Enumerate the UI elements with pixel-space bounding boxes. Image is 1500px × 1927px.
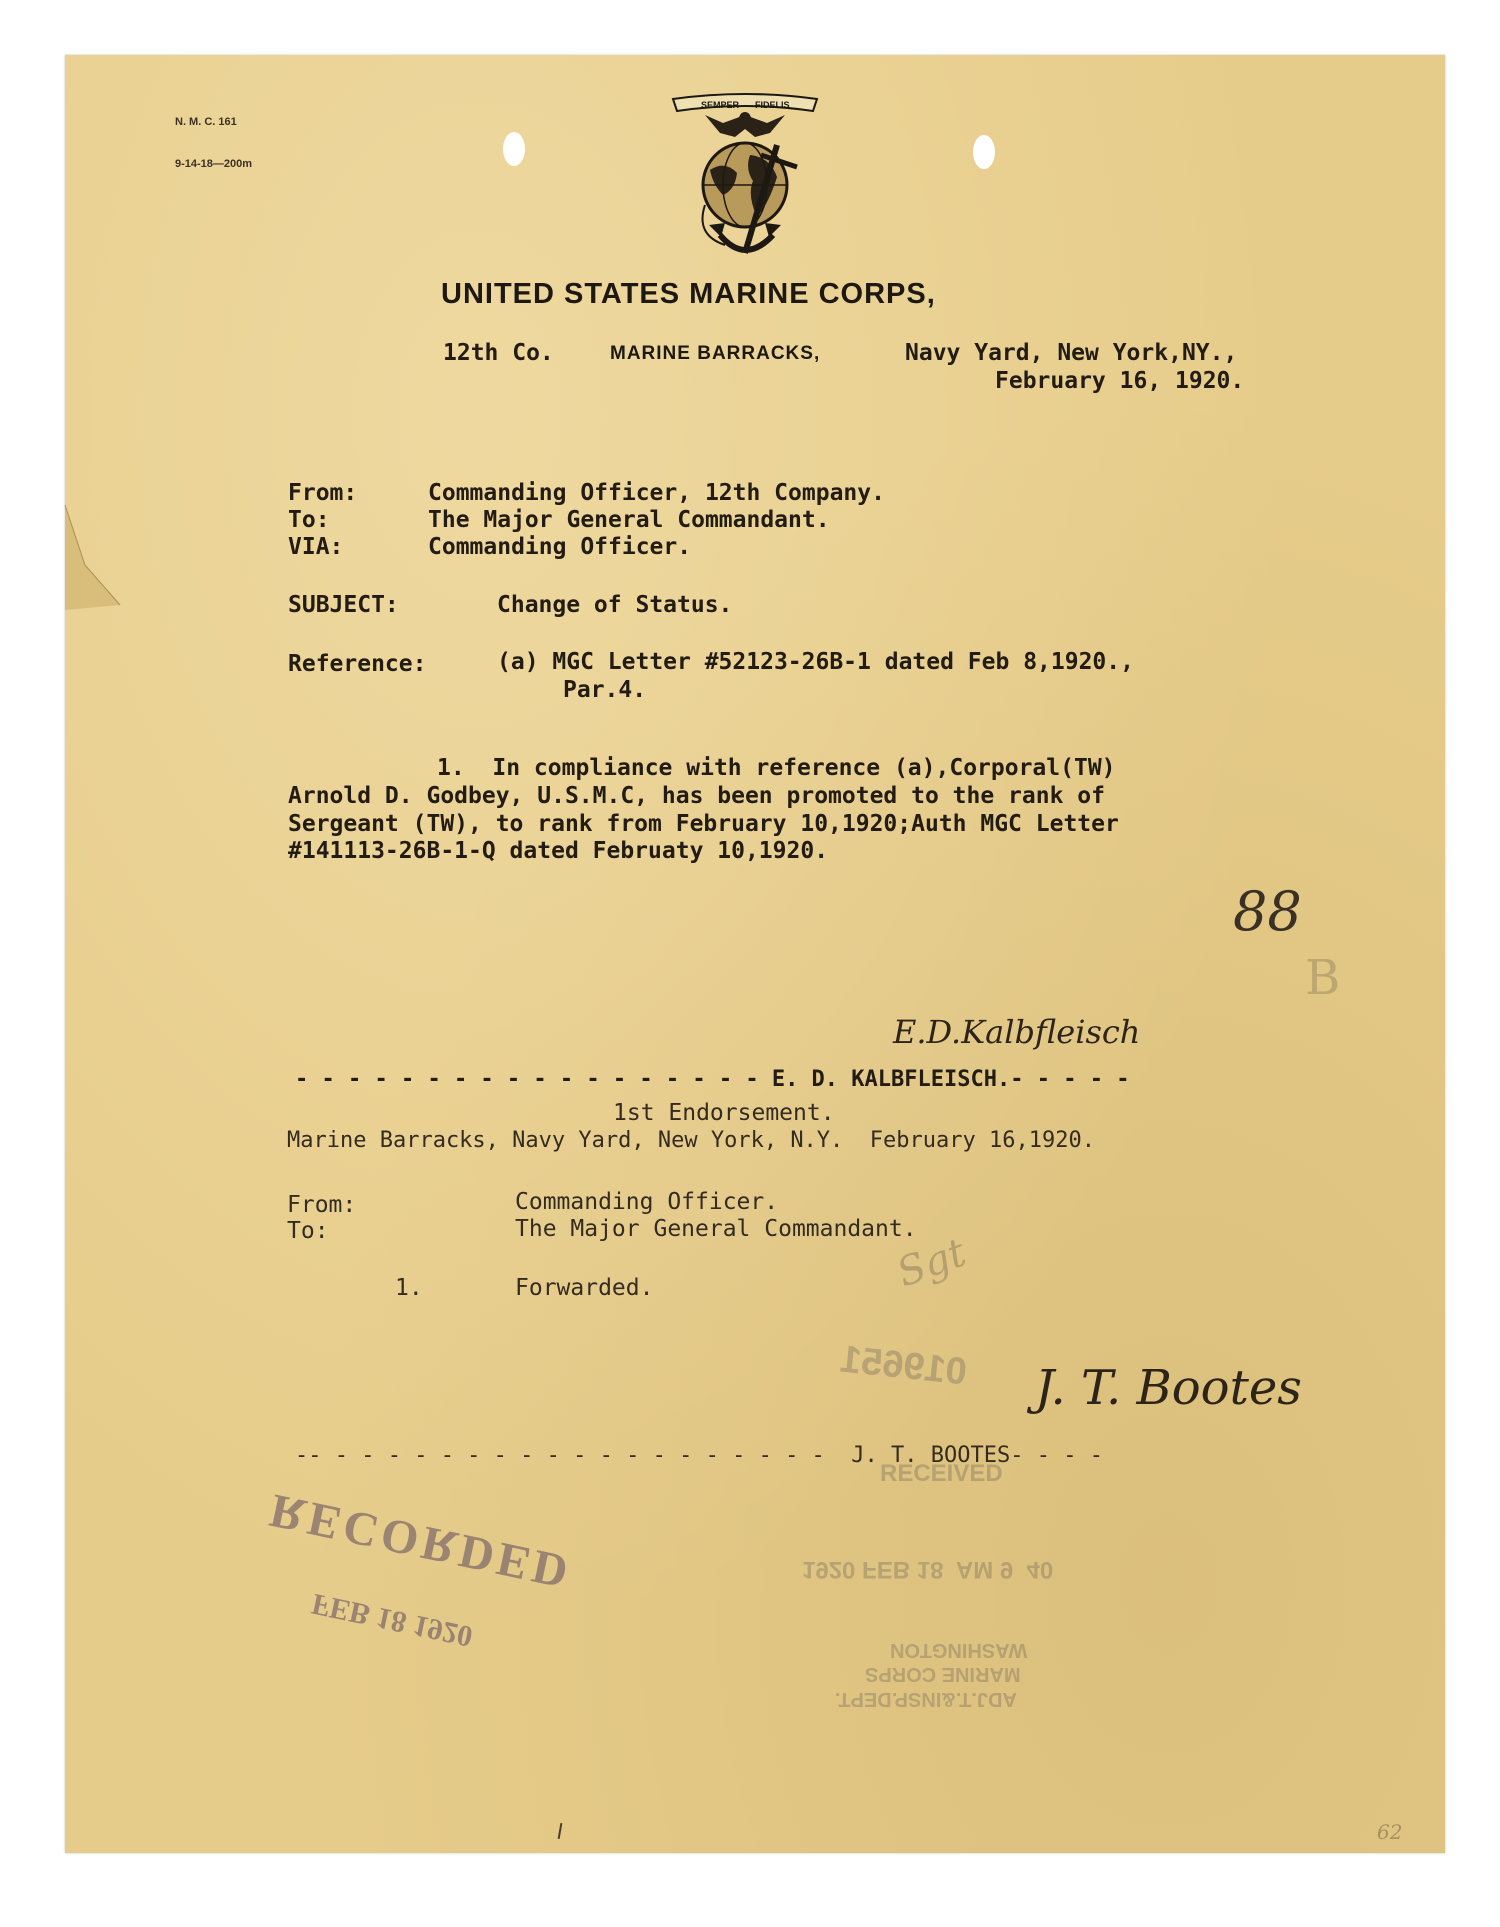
faint-pencil-notation: Sgt — [891, 1229, 972, 1297]
endorsement-place-line: Marine Barracks, Navy Yard, New York, N.Y. February 16,1920. — [287, 1128, 1095, 1153]
to-label: To: — [288, 507, 330, 533]
reference-line-2: Par.4. — [563, 677, 647, 703]
document-page — [65, 55, 1445, 1853]
received-stamp-office-2: MARINE CORPS — [865, 1663, 1021, 1685]
from-value: Commanding Officer, 12th Company. — [428, 480, 885, 506]
company-designation: 12th Co. — [443, 340, 554, 366]
recorded-stamp-word: RECORDED — [265, 1483, 577, 1600]
subject-label: SUBJECT: — [288, 592, 399, 618]
recorded-stamp-date: FEB 18 1920 — [308, 1586, 476, 1654]
kalbfleisch-signature-line: - - - - - - - - - - - - - - - - - - E. D. KALBFLEISCH.- - - - - — [295, 1067, 1130, 1092]
eagle-globe-anchor-emblem — [665, 85, 825, 260]
motto-semper: SEMPER — [701, 100, 740, 110]
pencil-margin-mark: 88 — [1233, 880, 1302, 943]
form-code-line-2: 9-14-18—200m — [175, 158, 253, 170]
via-label: VIA: — [288, 534, 344, 560]
body-line-2: Arnold D. Godbey, U.S.M.C, has been promoted to the rank of — [288, 783, 1105, 809]
form-code-line-1: N. M. C. 161 — [175, 116, 237, 128]
endorsement-title: 1st Endorsement. — [613, 1100, 835, 1126]
letter-date: February 16, 1920. — [995, 368, 1245, 394]
ink-tick-mark — [558, 1823, 563, 1839]
punch-hole-right — [973, 135, 995, 169]
motto-fidelis: FIDELIS — [755, 100, 790, 110]
kalbfleisch-signature: E.D.Kalbfleisch — [893, 1013, 1141, 1051]
received-stamp-office-3: ADJ.T.&INSP.DEPT. — [835, 1688, 1017, 1710]
to-value: The Major General Commandant. — [428, 507, 830, 533]
received-stamp-date: 1920 FEB 18 AM 9 40 — [802, 1556, 1054, 1583]
body-line-4: #141113-26B-1-Q dated Februaty 10,1920. — [288, 838, 829, 864]
reference-line-1: (a) MGC Letter #52123-26B-1 dated Feb 8,1920., — [497, 649, 1134, 675]
recorded-stamp — [242, 1445, 584, 1707]
endorsement-to-value: The Major General Commandant. — [515, 1216, 917, 1242]
endorsement-to-label: To: — [287, 1218, 329, 1244]
letter-location: Navy Yard, New York,NY., — [905, 340, 1238, 366]
torn-edge — [65, 505, 125, 615]
form-code — [175, 87, 252, 199]
body-line-3: Sergeant (TW), to rank from February 10,1920;Auth MGC Letter — [288, 811, 1119, 837]
reference-label: Reference: — [288, 651, 427, 677]
file-number-stamp: 019651 — [838, 1338, 969, 1394]
received-stamp: RECEIVED — [880, 1460, 1003, 1487]
endorsement-item-text: Forwarded. — [515, 1275, 654, 1301]
received-stamp-office-1: WASHINGTON — [890, 1639, 1028, 1661]
endorsement-item-number: 1. — [395, 1275, 423, 1301]
endorsement-from-value: Commanding Officer. — [515, 1189, 779, 1215]
corner-pencil-mark: 62 — [1377, 1820, 1403, 1844]
from-label: From: — [288, 480, 358, 506]
endorsement-from-label: From: — [287, 1192, 357, 1218]
punch-hole-left — [503, 132, 525, 166]
body-line-1: 1. In compliance with reference (a),Corporal(TW) — [437, 755, 1116, 781]
faint-margin-mark: B — [1305, 950, 1341, 1006]
marine-barracks-label: MARINE BARRACKS, — [610, 343, 821, 364]
via-value: Commanding Officer. — [428, 534, 692, 560]
letterhead-title: UNITED STATES MARINE CORPS, — [441, 278, 936, 310]
bootes-signature-line: -- - - - - - - - - - - - - - - - - - - - J. T. BOOTES- - - - — [295, 1443, 1103, 1468]
subject-value: Change of Status. — [497, 592, 733, 618]
bootes-signature: J. T. Bootes — [1035, 1360, 1302, 1416]
